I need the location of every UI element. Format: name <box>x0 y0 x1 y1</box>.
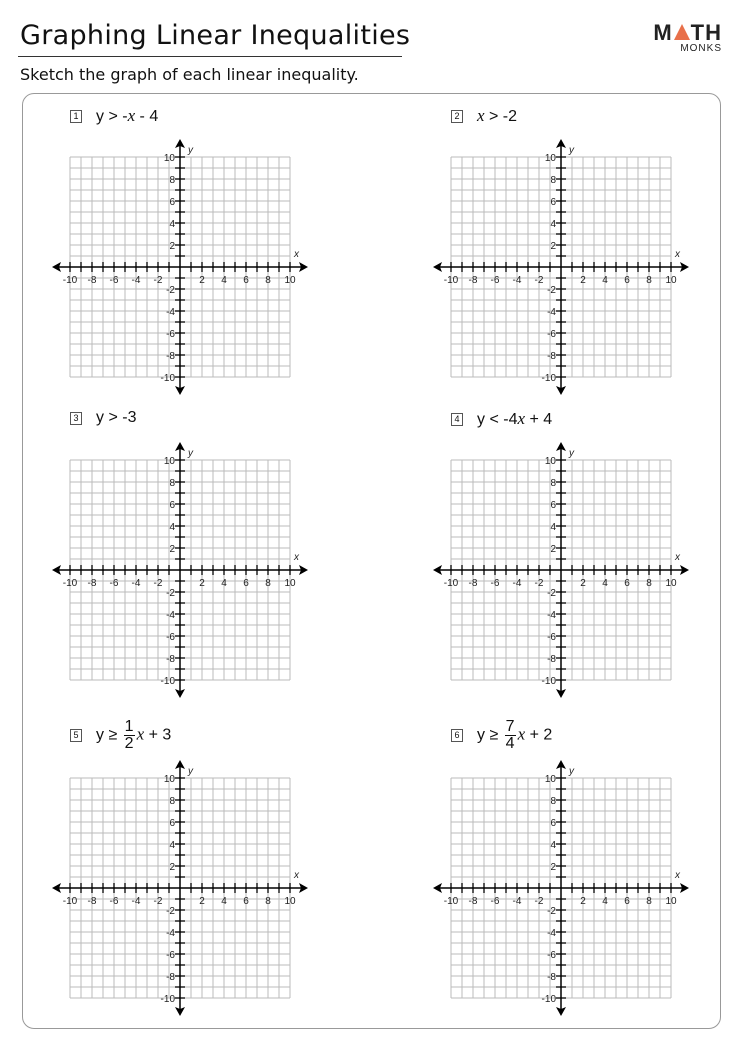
y-tick-label: 4 <box>169 219 175 230</box>
x-tick-label: -6 <box>490 275 500 286</box>
x-tick-label: 4 <box>221 275 227 286</box>
y-tick-label: -4 <box>547 610 556 621</box>
x-axis-label: x <box>294 870 299 881</box>
y-axis-label: y <box>569 145 574 156</box>
problem-number: 3 <box>70 412 82 425</box>
problem-number: 5 <box>70 729 82 742</box>
y-tick-label: -10 <box>160 676 175 687</box>
x-tick-label: 6 <box>243 578 249 589</box>
inequality: y > -3 <box>96 409 137 426</box>
coordinate-grid <box>426 753 696 1023</box>
y-tick-label: -8 <box>547 972 556 983</box>
y-tick-label: -8 <box>166 351 175 362</box>
y-tick-label: 6 <box>169 818 175 829</box>
y-tick-label: 8 <box>550 478 556 489</box>
y-tick-label: -4 <box>166 610 175 621</box>
inequality: y > -x - 4 <box>96 106 159 125</box>
y-tick-label: 8 <box>550 175 556 186</box>
y-tick-label: -2 <box>547 588 556 599</box>
problem-number: 4 <box>451 413 463 426</box>
y-tick-label: -10 <box>541 994 556 1005</box>
y-tick-label: -2 <box>547 285 556 296</box>
x-tick-label: 4 <box>602 578 608 589</box>
y-tick-label: -10 <box>541 676 556 687</box>
y-tick-label: -8 <box>547 351 556 362</box>
x-tick-label: 6 <box>243 275 249 286</box>
x-tick-label: -2 <box>534 896 544 907</box>
y-tick-label: 10 <box>544 153 556 164</box>
inequality: y ≥ $\frac{1}{2}$ x + 3 <box>96 718 172 752</box>
x-tick-label: 10 <box>665 896 677 907</box>
x-tick-label: 2 <box>580 275 586 286</box>
y-tick-label: 6 <box>169 197 175 208</box>
x-tick-label: 8 <box>265 896 271 907</box>
x-tick-label: 4 <box>602 896 608 907</box>
x-tick-label: -6 <box>490 896 500 907</box>
y-tick-label: 4 <box>550 219 556 230</box>
x-tick-label: -6 <box>490 578 500 589</box>
y-tick-label: 10 <box>163 456 175 467</box>
x-tick-label: -10 <box>443 578 459 589</box>
title-underline <box>18 56 402 57</box>
problem-3 <box>70 409 136 427</box>
y-tick-label: 8 <box>550 796 556 807</box>
y-axis-label: y <box>188 766 193 777</box>
problem-1 <box>70 106 158 126</box>
x-tick-label: 6 <box>624 896 630 907</box>
fraction: $\frac{7}{4}$ <box>505 718 515 752</box>
x-tick-label: -10 <box>443 275 459 286</box>
x-tick-label: 6 <box>243 896 249 907</box>
x-tick-label: -4 <box>512 578 522 589</box>
y-tick-label: -10 <box>160 994 175 1005</box>
x-tick-label: -10 <box>443 896 459 907</box>
coordinate-grid <box>45 132 315 402</box>
coordinate-grid <box>426 435 696 705</box>
problem-4 <box>451 409 552 429</box>
x-tick-label: -10 <box>62 275 78 286</box>
y-tick-label: 4 <box>550 522 556 533</box>
y-tick-label: -2 <box>166 906 175 917</box>
y-tick-label: 2 <box>169 862 175 873</box>
y-tick-label: -6 <box>547 632 556 643</box>
logo-bottom: MONKS <box>680 43 722 54</box>
x-tick-label: -4 <box>512 896 522 907</box>
y-tick-label: 10 <box>163 153 175 164</box>
problem-number: 2 <box>451 110 463 123</box>
y-tick-label: -6 <box>547 950 556 961</box>
coordinate-grid <box>426 132 696 402</box>
x-tick-label: -8 <box>87 275 97 286</box>
math-monks-logo <box>650 20 722 54</box>
x-tick-label: 8 <box>646 578 652 589</box>
x-tick-label: -8 <box>468 275 478 286</box>
y-tick-label: -2 <box>166 588 175 599</box>
y-tick-label: 2 <box>550 544 556 555</box>
instructions: Sketch the graph of each linear inequality. <box>20 65 359 84</box>
problem-number: 1 <box>70 110 82 123</box>
y-tick-label: 2 <box>550 862 556 873</box>
y-tick-label: -6 <box>166 950 175 961</box>
x-tick-label: 8 <box>646 275 652 286</box>
y-tick-label: 10 <box>163 774 175 785</box>
y-tick-label: -10 <box>160 373 175 384</box>
x-tick-label: 10 <box>284 275 296 286</box>
y-tick-label: 6 <box>169 500 175 511</box>
y-tick-label: -8 <box>547 654 556 665</box>
x-tick-label: 4 <box>221 578 227 589</box>
x-tick-label: -2 <box>153 896 163 907</box>
y-tick-label: 8 <box>169 175 175 186</box>
logo-top: M TH <box>653 20 722 45</box>
x-tick-label: -2 <box>534 578 544 589</box>
y-tick-label: 6 <box>550 500 556 511</box>
y-tick-label: 2 <box>550 241 556 252</box>
y-tick-label: 4 <box>169 522 175 533</box>
x-tick-label: 10 <box>284 578 296 589</box>
x-tick-label: -4 <box>131 896 141 907</box>
y-tick-label: -6 <box>547 329 556 340</box>
y-tick-label: 2 <box>169 544 175 555</box>
logo-triangle-icon <box>674 24 690 40</box>
x-tick-label: 2 <box>199 896 205 907</box>
x-tick-label: -8 <box>87 896 97 907</box>
coordinate-grid <box>45 753 315 1023</box>
y-tick-label: -4 <box>166 928 175 939</box>
y-axis-label: y <box>569 448 574 459</box>
x-tick-label: 8 <box>265 578 271 589</box>
problem-number: 6 <box>451 729 463 742</box>
x-axis-label: x <box>675 249 680 260</box>
x-tick-label: -8 <box>468 578 478 589</box>
x-tick-label: 10 <box>284 896 296 907</box>
x-tick-label: -6 <box>109 275 119 286</box>
y-tick-label: 6 <box>550 818 556 829</box>
y-axis-label: y <box>188 145 193 156</box>
x-tick-label: 10 <box>665 275 677 286</box>
x-tick-label: -10 <box>62 578 78 589</box>
x-tick-label: 2 <box>199 578 205 589</box>
x-tick-label: 8 <box>646 896 652 907</box>
inequality: x > -2 <box>477 106 518 125</box>
x-tick-label: 8 <box>265 275 271 286</box>
x-tick-label: 2 <box>199 275 205 286</box>
y-tick-label: 2 <box>169 241 175 252</box>
x-tick-label: 6 <box>624 275 630 286</box>
x-tick-label: -6 <box>109 578 119 589</box>
x-tick-label: -2 <box>153 275 163 286</box>
x-tick-label: 4 <box>221 896 227 907</box>
y-tick-label: -4 <box>166 307 175 318</box>
y-tick-label: -4 <box>547 928 556 939</box>
x-tick-label: -6 <box>109 896 119 907</box>
inequality: y ≥ $\frac{7}{4}$ x + 2 <box>477 718 553 752</box>
problem-5 <box>70 719 171 752</box>
fraction: $\frac{1}{2}$ <box>124 718 134 752</box>
y-tick-label: -6 <box>166 632 175 643</box>
page-title: Graphing Linear Inequalities <box>20 20 411 51</box>
x-tick-label: -8 <box>87 578 97 589</box>
coordinate-grid <box>45 435 315 705</box>
y-tick-label: -8 <box>166 654 175 665</box>
y-tick-label: 4 <box>169 840 175 851</box>
x-axis-label: x <box>675 552 680 563</box>
y-tick-label: -8 <box>166 972 175 983</box>
y-tick-label: 10 <box>544 774 556 785</box>
problem-6 <box>451 719 552 752</box>
y-tick-label: -4 <box>547 307 556 318</box>
x-tick-label: -8 <box>468 896 478 907</box>
y-tick-label: 4 <box>550 840 556 851</box>
inequality: y < -4x + 4 <box>477 409 553 428</box>
y-tick-label: -2 <box>547 906 556 917</box>
x-tick-label: 10 <box>665 578 677 589</box>
x-tick-label: -4 <box>131 275 141 286</box>
x-tick-label: 2 <box>580 896 586 907</box>
x-tick-label: -10 <box>62 896 78 907</box>
y-tick-label: -2 <box>166 285 175 296</box>
y-tick-label: 8 <box>169 796 175 807</box>
y-tick-label: 10 <box>544 456 556 467</box>
x-tick-label: 2 <box>580 578 586 589</box>
x-axis-label: x <box>294 249 299 260</box>
y-tick-label: 8 <box>169 478 175 489</box>
x-tick-label: -2 <box>534 275 544 286</box>
x-tick-label: 4 <box>602 275 608 286</box>
x-axis-label: x <box>294 552 299 563</box>
x-tick-label: -4 <box>512 275 522 286</box>
x-tick-label: -2 <box>153 578 163 589</box>
y-axis-label: y <box>569 766 574 777</box>
y-tick-label: 6 <box>550 197 556 208</box>
x-tick-label: -4 <box>131 578 141 589</box>
x-axis-label: x <box>675 870 680 881</box>
y-tick-label: -10 <box>541 373 556 384</box>
x-tick-label: 6 <box>624 578 630 589</box>
y-tick-label: -6 <box>166 329 175 340</box>
problem-2 <box>451 106 517 126</box>
y-axis-label: y <box>188 448 193 459</box>
